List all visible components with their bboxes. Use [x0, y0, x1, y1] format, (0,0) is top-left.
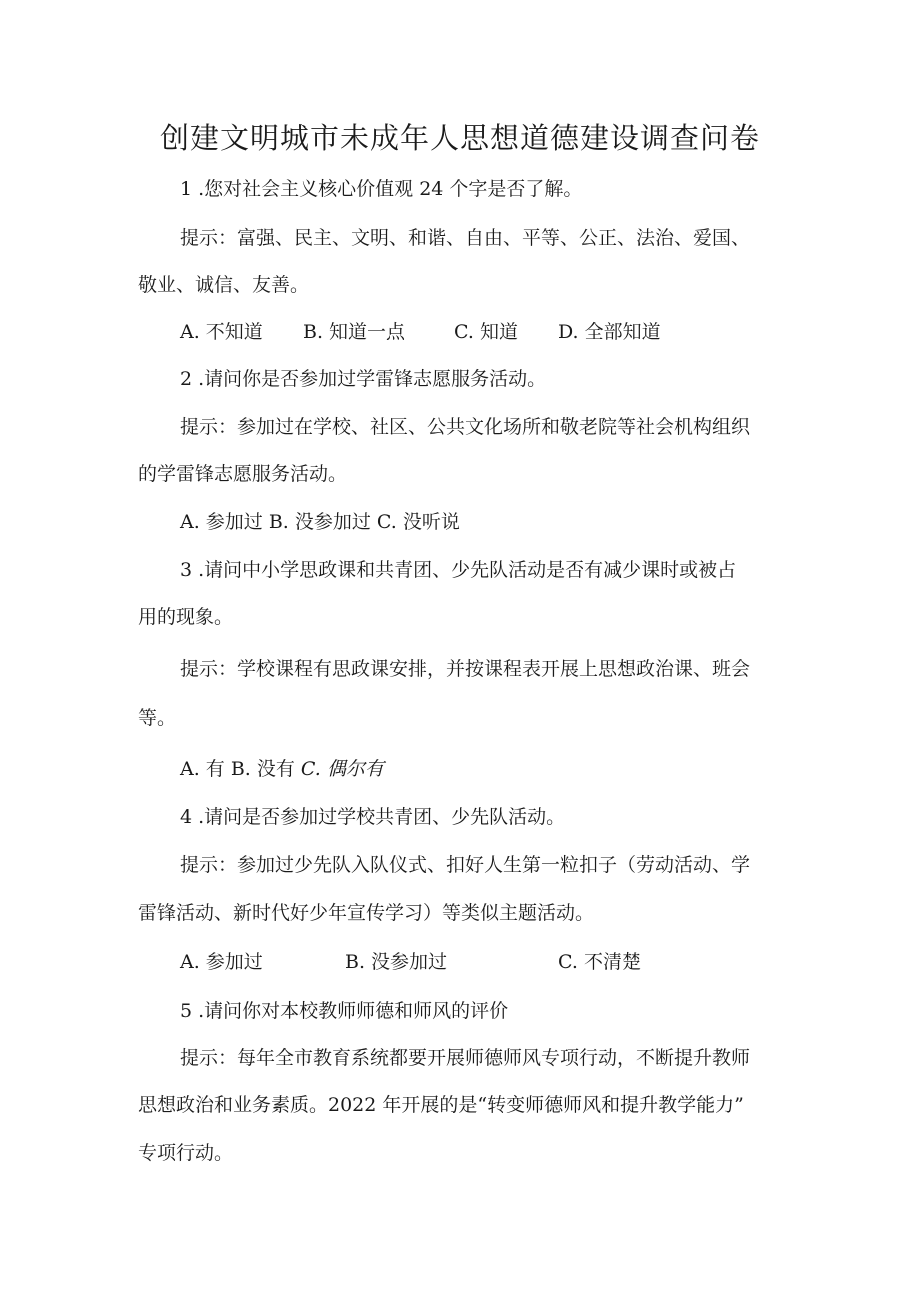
question-3-option-c: C. 偶尔有: [300, 758, 384, 780]
question-3-options: [180, 757, 384, 781]
question-4-option-c: C. 不清楚: [558, 951, 641, 973]
question-3-hint: 提示：学校课程有思政课安排，并按课程表开展上思想政治课、班会: [180, 658, 751, 680]
question-2-hint-cont: 的学雷锋志愿服务活动。: [138, 463, 348, 485]
question-4-option-a: A. 参加过: [180, 951, 263, 973]
question-4: 4 .请问是否参加过学校共青团、少先队活动。: [180, 806, 566, 828]
question-1-option-a: A. 不知道: [180, 321, 263, 343]
question-4-hint-cont: 雷锋活动、新时代好少年宣传学习）等类似主题活动。: [138, 902, 595, 924]
question-5-hint-cont-2: 专项行动。: [138, 1142, 234, 1164]
question-3-options-ab: A. 有 B. 没有: [180, 758, 301, 780]
question-3-cont: 用的现象。: [138, 606, 234, 628]
question-2-options: A. 参加过 B. 没参加过 C. 没听说: [180, 511, 460, 533]
question-5-hint-cont: 思想政治和业务素质。2022 年开展的是“转变师德师风和提升教学能力”: [138, 1094, 744, 1116]
question-5-hint: 提示：每年全市教育系统都要开展师德师风专项行动，不断提升教师: [180, 1047, 751, 1069]
question-1-hint: 提示：富强、民主、文明、和谐、自由、平等、公正、法治、爱国、: [180, 227, 751, 249]
question-3: 3 .请问中小学思政课和共青团、少先队活动是否有减少课时或被占: [180, 559, 737, 581]
question-4-option-b: B. 没参加过: [345, 951, 448, 973]
question-2: 2 .请问你是否参加过学雷锋志愿服务活动。: [180, 368, 547, 390]
question-3-hint-cont: 等。: [138, 707, 177, 729]
question-1: 1 .您对社会主义核心价值观 24 个字是否了解。: [180, 178, 583, 200]
question-1-option-d: D. 全部知道: [558, 321, 661, 343]
question-1-option-b: B. 知道一点: [303, 321, 406, 343]
question-1-option-c: C. 知道: [454, 321, 518, 343]
question-4-hint: 提示：参加过少先队入队仪式、扣好人生第一粒扣子（劳动活动、学: [180, 854, 751, 876]
document-title: 创建文明城市未成年人思想道德建设调查问卷: [159, 121, 760, 155]
question-5: 5 .请问你对本校教师师德和师风的评价: [180, 1000, 509, 1022]
question-1-hint-cont: 敬业、诚信、友善。: [138, 274, 310, 296]
question-2-hint: 提示：参加过在学校、社区、公共文化场所和敬老院等社会机构组织: [180, 416, 751, 438]
